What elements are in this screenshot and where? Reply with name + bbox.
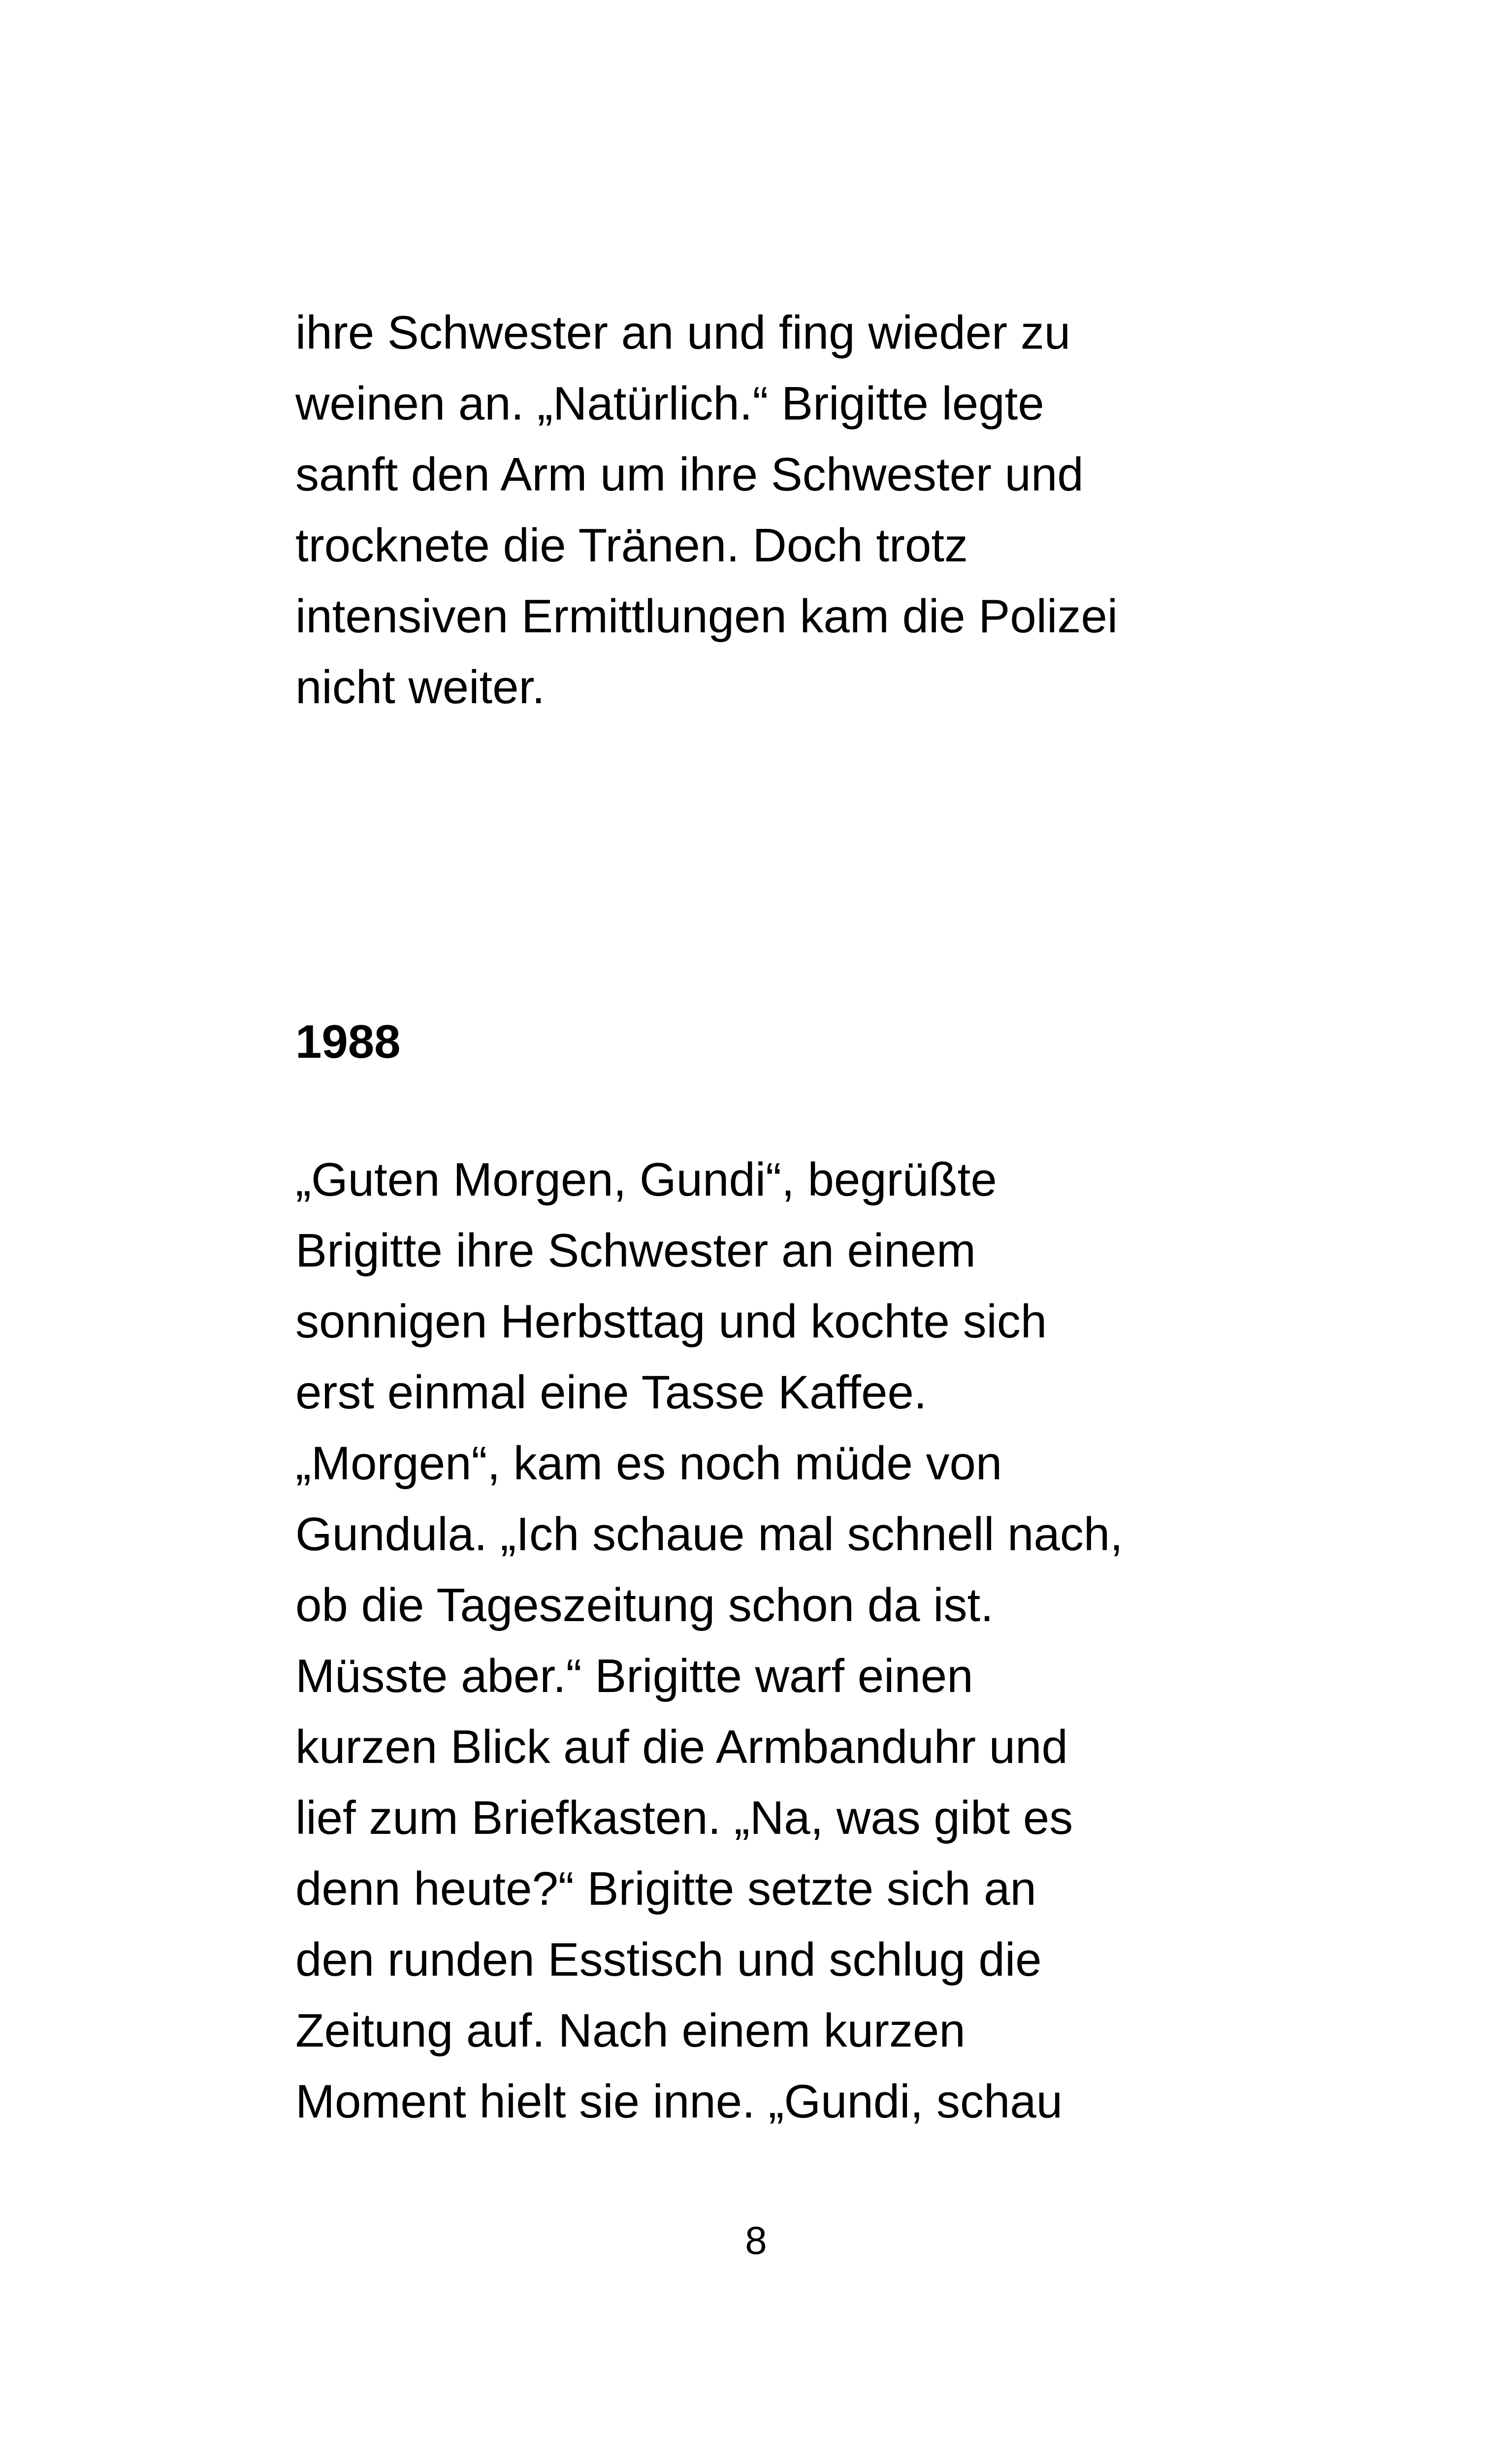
paragraph-main <box>295 1144 1280 2137</box>
text-line: „Guten Morgen, Gundi“, begrüßte <box>295 1153 997 1206</box>
text-line: Brigitte ihre Schwester an einem <box>295 1224 976 1277</box>
text-line: denn heute?“ Brigitte setzte sich an <box>295 1862 1036 1915</box>
text-line: den runden Esstisch und schlug die <box>295 1933 1042 1986</box>
text-line: lief zum Briefkasten. „Na, was gibt es <box>295 1792 1073 1844</box>
text-line: „Morgen“, kam es noch müde von <box>295 1437 1002 1490</box>
paragraph-top <box>295 297 1280 723</box>
text-line: kurzen Blick auf die Armbanduhr und <box>295 1721 1068 1773</box>
text-line: nicht weiter. <box>295 661 545 714</box>
text-line: ihre Schwester an und fing wieder zu <box>295 306 1071 359</box>
text-line: erst einmal eine Tasse Kaffee. <box>295 1366 927 1419</box>
text-line: sanft den Arm um ihre Schwester und <box>295 448 1084 501</box>
section-heading: 1988 <box>295 1015 401 1068</box>
text-line: ob die Tageszeitung schon da ist. <box>295 1579 994 1631</box>
text-line: Gundula. „Ich schaue mal schnell nach, <box>295 1508 1123 1561</box>
text-line: sonnigen Herbsttag und kochte sich <box>295 1295 1047 1348</box>
text-line: Moment hielt sie inne. „Gundi, schau <box>295 2075 1063 2128</box>
text-line: intensiven Ermittlungen kam die Polizei <box>295 590 1118 643</box>
text-line: Müsste aber.“ Brigitte warf einen <box>295 1650 973 1702</box>
text-line: weinen an. „Natürlich.“ Brigitte legte <box>295 377 1044 430</box>
text-line: Zeitung auf. Nach einem kurzen <box>295 2004 965 2057</box>
page-number: 8 <box>745 2218 767 2262</box>
text-line: trocknete die Tränen. Doch trotz <box>295 519 968 572</box>
